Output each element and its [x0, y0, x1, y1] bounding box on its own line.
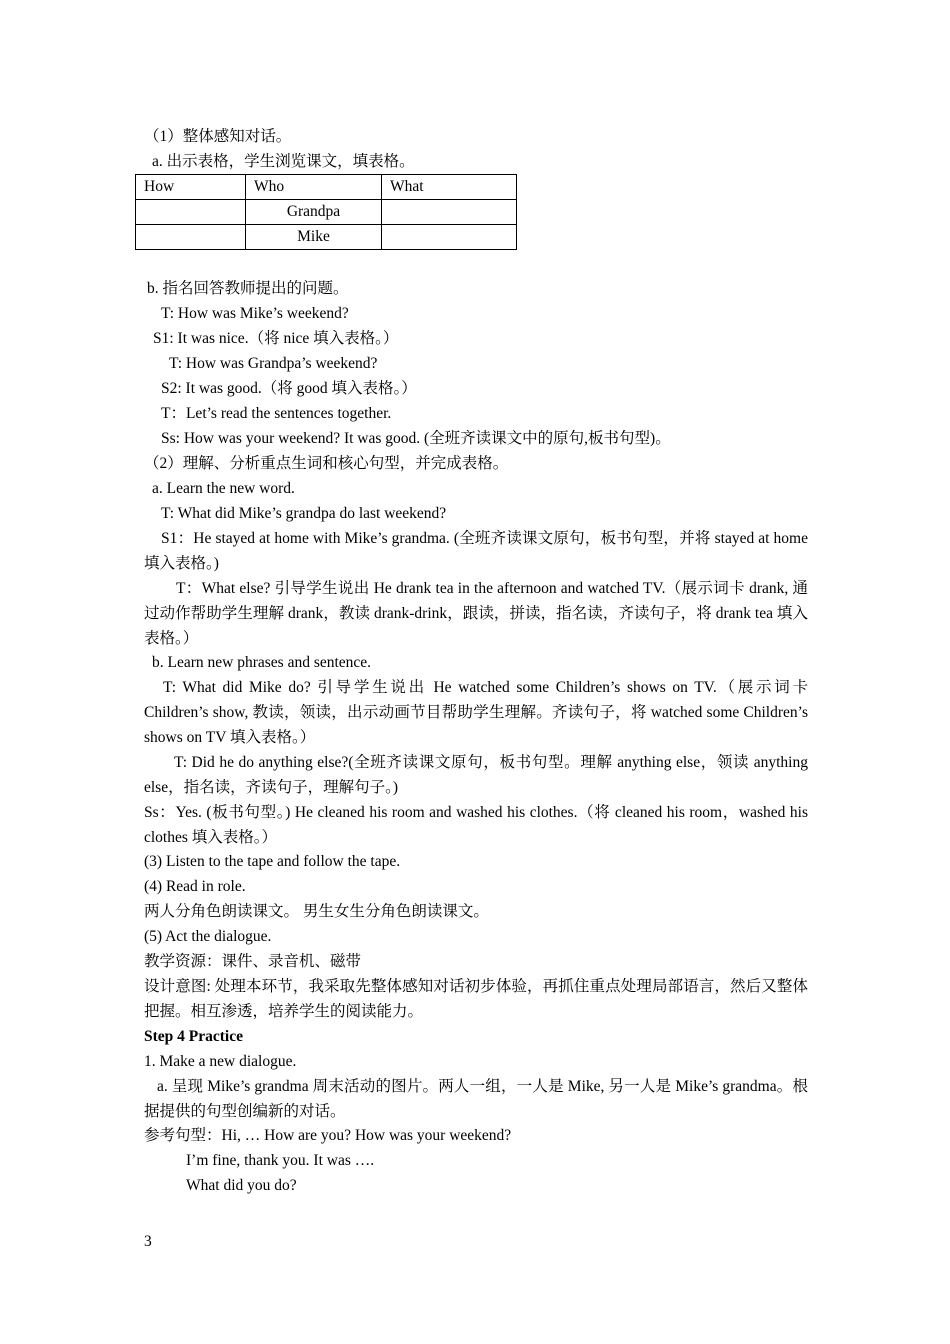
- design-intent-paragraph: 设计意图: 处理本环节，我采取先整体感知对话初步体验，再抓住重点处理局部语言，然后又整体把握。相互渗透，培养学生的阅读能力。: [144, 978, 808, 1020]
- sentence-pattern-line: What did you do?: [186, 1177, 297, 1194]
- step-line: (3) Listen to the tape and follow the tape.: [144, 853, 401, 870]
- paragraph: Ss：Yes. (板书句型。) He cleaned his room and washed his clothes.（将 cleaned his room，washed his clothes 填入表格。）: [144, 804, 808, 846]
- table-header-row: [136, 175, 517, 200]
- table-cell: [382, 225, 517, 250]
- step-a: a. 出示表格，学生浏览课文，填表格。: [152, 153, 415, 170]
- step-line: 1. Make a new dialogue.: [144, 1053, 297, 1070]
- sentence-pattern-line: I’m fine, thank you. It was ….: [186, 1152, 375, 1169]
- table-header-how: How: [136, 175, 246, 200]
- dialogue-line: T: How was Mike’s weekend?: [161, 305, 349, 322]
- dialogue-line: T: What did Mike’s grandpa do last weekend?: [161, 505, 447, 522]
- sentence-pattern-line: 参考句型：Hi, … How are you? How was your weekend?: [144, 1127, 512, 1144]
- paragraph: a. 呈现 Mike’s grandma 周末活动的图片。两人一组，一人是 Mike, 另一人是 Mike’s grandma。根据提供的句型创编新的对话。: [144, 1078, 808, 1120]
- dialogue-line: S2: It was good.（将 good 填入表格。）: [161, 380, 417, 397]
- fill-in-table: [135, 174, 517, 250]
- step-b: b. 指名回答教师提出的问题。: [147, 280, 349, 297]
- table-header-what: What: [382, 175, 517, 200]
- dialogue-line: T: How was Grandpa’s weekend?: [169, 355, 378, 372]
- step-line: 两人分角色朗读课文。 男生女生分角色朗读课文。: [144, 903, 489, 920]
- table-cell: [382, 200, 517, 225]
- table-cell: Mike: [246, 225, 382, 250]
- table-cell: Grandpa: [246, 200, 382, 225]
- section-heading-2: （2）理解、分析重点生词和核心句型，并完成表格。: [144, 455, 509, 472]
- table-row: [136, 225, 517, 250]
- paragraph: S1：He stayed at home with Mike’s grandma. (全班齐读课文原句，板书句型，并将 stayed at home 填入表格。): [144, 530, 808, 572]
- resources-line: 教学资源：课件、录音机、磁带: [144, 953, 362, 970]
- dialogue-line: Ss: How was your weekend? It was good. (全班齐读课文中的原句,板书句型)。: [161, 430, 671, 447]
- step-line: (5) Act the dialogue.: [144, 928, 272, 945]
- table-row: [136, 200, 517, 225]
- dialogue-line: S1: It was nice.（将 nice 填入表格。）: [153, 330, 399, 347]
- page-number: 3: [144, 1233, 152, 1250]
- table-header-who: Who: [246, 175, 382, 200]
- step-a: a. Learn the new word.: [152, 480, 295, 497]
- table-cell: [136, 200, 246, 225]
- step-heading: Step 4 Practice: [144, 1028, 243, 1045]
- paragraph: T：What else? 引导学生说出 He drank tea in the afternoon and watched TV.（展示词卡 drank, 通过动作帮助学生理解 drank，教读 drank-drink，跟读，拼读，指名读，齐读句子，将 drank tea 填入表格。）: [144, 580, 808, 647]
- paragraph: T: Did he do anything else?(全班齐读课文原句，板书句型。理解 anything else，领读 anything else，指名读，齐读句子，理解句子。): [144, 754, 808, 796]
- step-line: (4) Read in role.: [144, 878, 246, 895]
- table-cell: [136, 225, 246, 250]
- dialogue-line: T：Let’s read the sentences together.: [161, 405, 392, 422]
- section-heading-1: （1）整体感知对话。: [144, 128, 292, 145]
- step-b: b. Learn new phrases and sentence.: [152, 654, 372, 671]
- paragraph: T: What did Mike do? 引导学生说出 He watched some Children’s shows on TV.（展示词卡 Children’s show, 教读，领读，出示动画节目帮助学生理解。齐读句子，将 watched some Children’s shows on TV 填入表格。）: [144, 679, 808, 746]
